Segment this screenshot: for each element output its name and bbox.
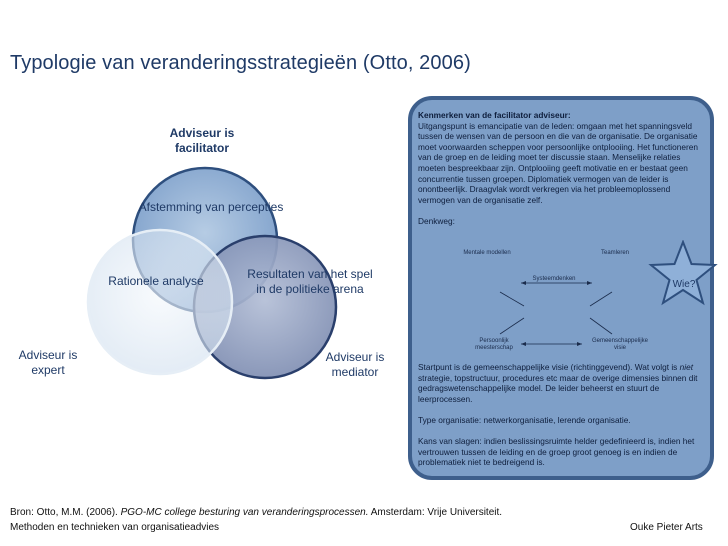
- panel-intro: Kenmerken van de facilitator adviseur: Uitgangspunt is emancipatie van de leden: omgaan met het spanningsveld tussen de wensen van de persoon en die van de organisatie. De organisatie moet voorwaarden scheppen voor persoonlijke ontplooiing. Het functioneren van de groep en de leiding moet ter discussie staan. Menselijke relaties moeten bespreekbaar zijn. Ontplooiing geeft motivatie en er bestaat geen concurrentie tussen groepen. Diplomatiek vermogen van de leider is onontbeerlijk. Draagvlak wordt verkregen via het probleemoplossend vermogen van de organisatie zelf. Denkweg:: [418, 110, 698, 226]
- star-icon: [648, 240, 718, 306]
- course-name: Methoden en technieken van organisatieadvies: [10, 522, 220, 533]
- source-citation: Bron: Otto, M.M. (2006). PGO-MC college besturing van veranderingsprocessen. Amsterdam: Vrije Universiteit.: [10, 507, 503, 518]
- page-title: Typologie van veranderingsstrategieën (Otto, 2006): [10, 52, 471, 74]
- mini-persoonlijk: Persoonlijk meesterschap: [475, 338, 513, 351]
- circle-label-afstemming: Afstemming van percepties: [138, 200, 284, 214]
- label-expert: Adviseur is expert: [18, 348, 78, 377]
- star-label: Wie?: [672, 279, 696, 290]
- mini-systeem: Systeemdenken: [532, 276, 576, 282]
- author-name: Ouke Pieter Arts: [630, 522, 703, 533]
- circle-label-rationele: Rationele analyse: [108, 274, 204, 288]
- label-facilitator: Adviseur is facilitator: [169, 126, 235, 155]
- panel-conclusion: Startpunt is de gemeenschappelijke visie (richtinggevend). Wat volgt is niet strategie, topstructuur, procedures etc maar de overige dimensies binnen dit gedragswetenschappelijke model. De leider beheerst en stuurt de leerprocessen. Type organisatie: netwerkorganisatie, lerende organisatie. Kans van slagen: indien beslissingsruimte helder gedefinieerd is, indien het vertrouwen tussen de leiding en de groep groot genoeg is en indien de problematiek niet te bedreigend is.: [418, 362, 698, 468]
- mini-mentale: Mentale modellen: [463, 250, 511, 256]
- mini-teamleren: Teamleren: [600, 250, 629, 256]
- label-mediator: Adviseur is mediator: [325, 350, 385, 379]
- circle-label-resultaten: Resultaten van het spel in de politieke arena: [247, 267, 373, 296]
- mini-gemeenschappelijk: Gemeenschappelijke visie: [591, 338, 649, 351]
